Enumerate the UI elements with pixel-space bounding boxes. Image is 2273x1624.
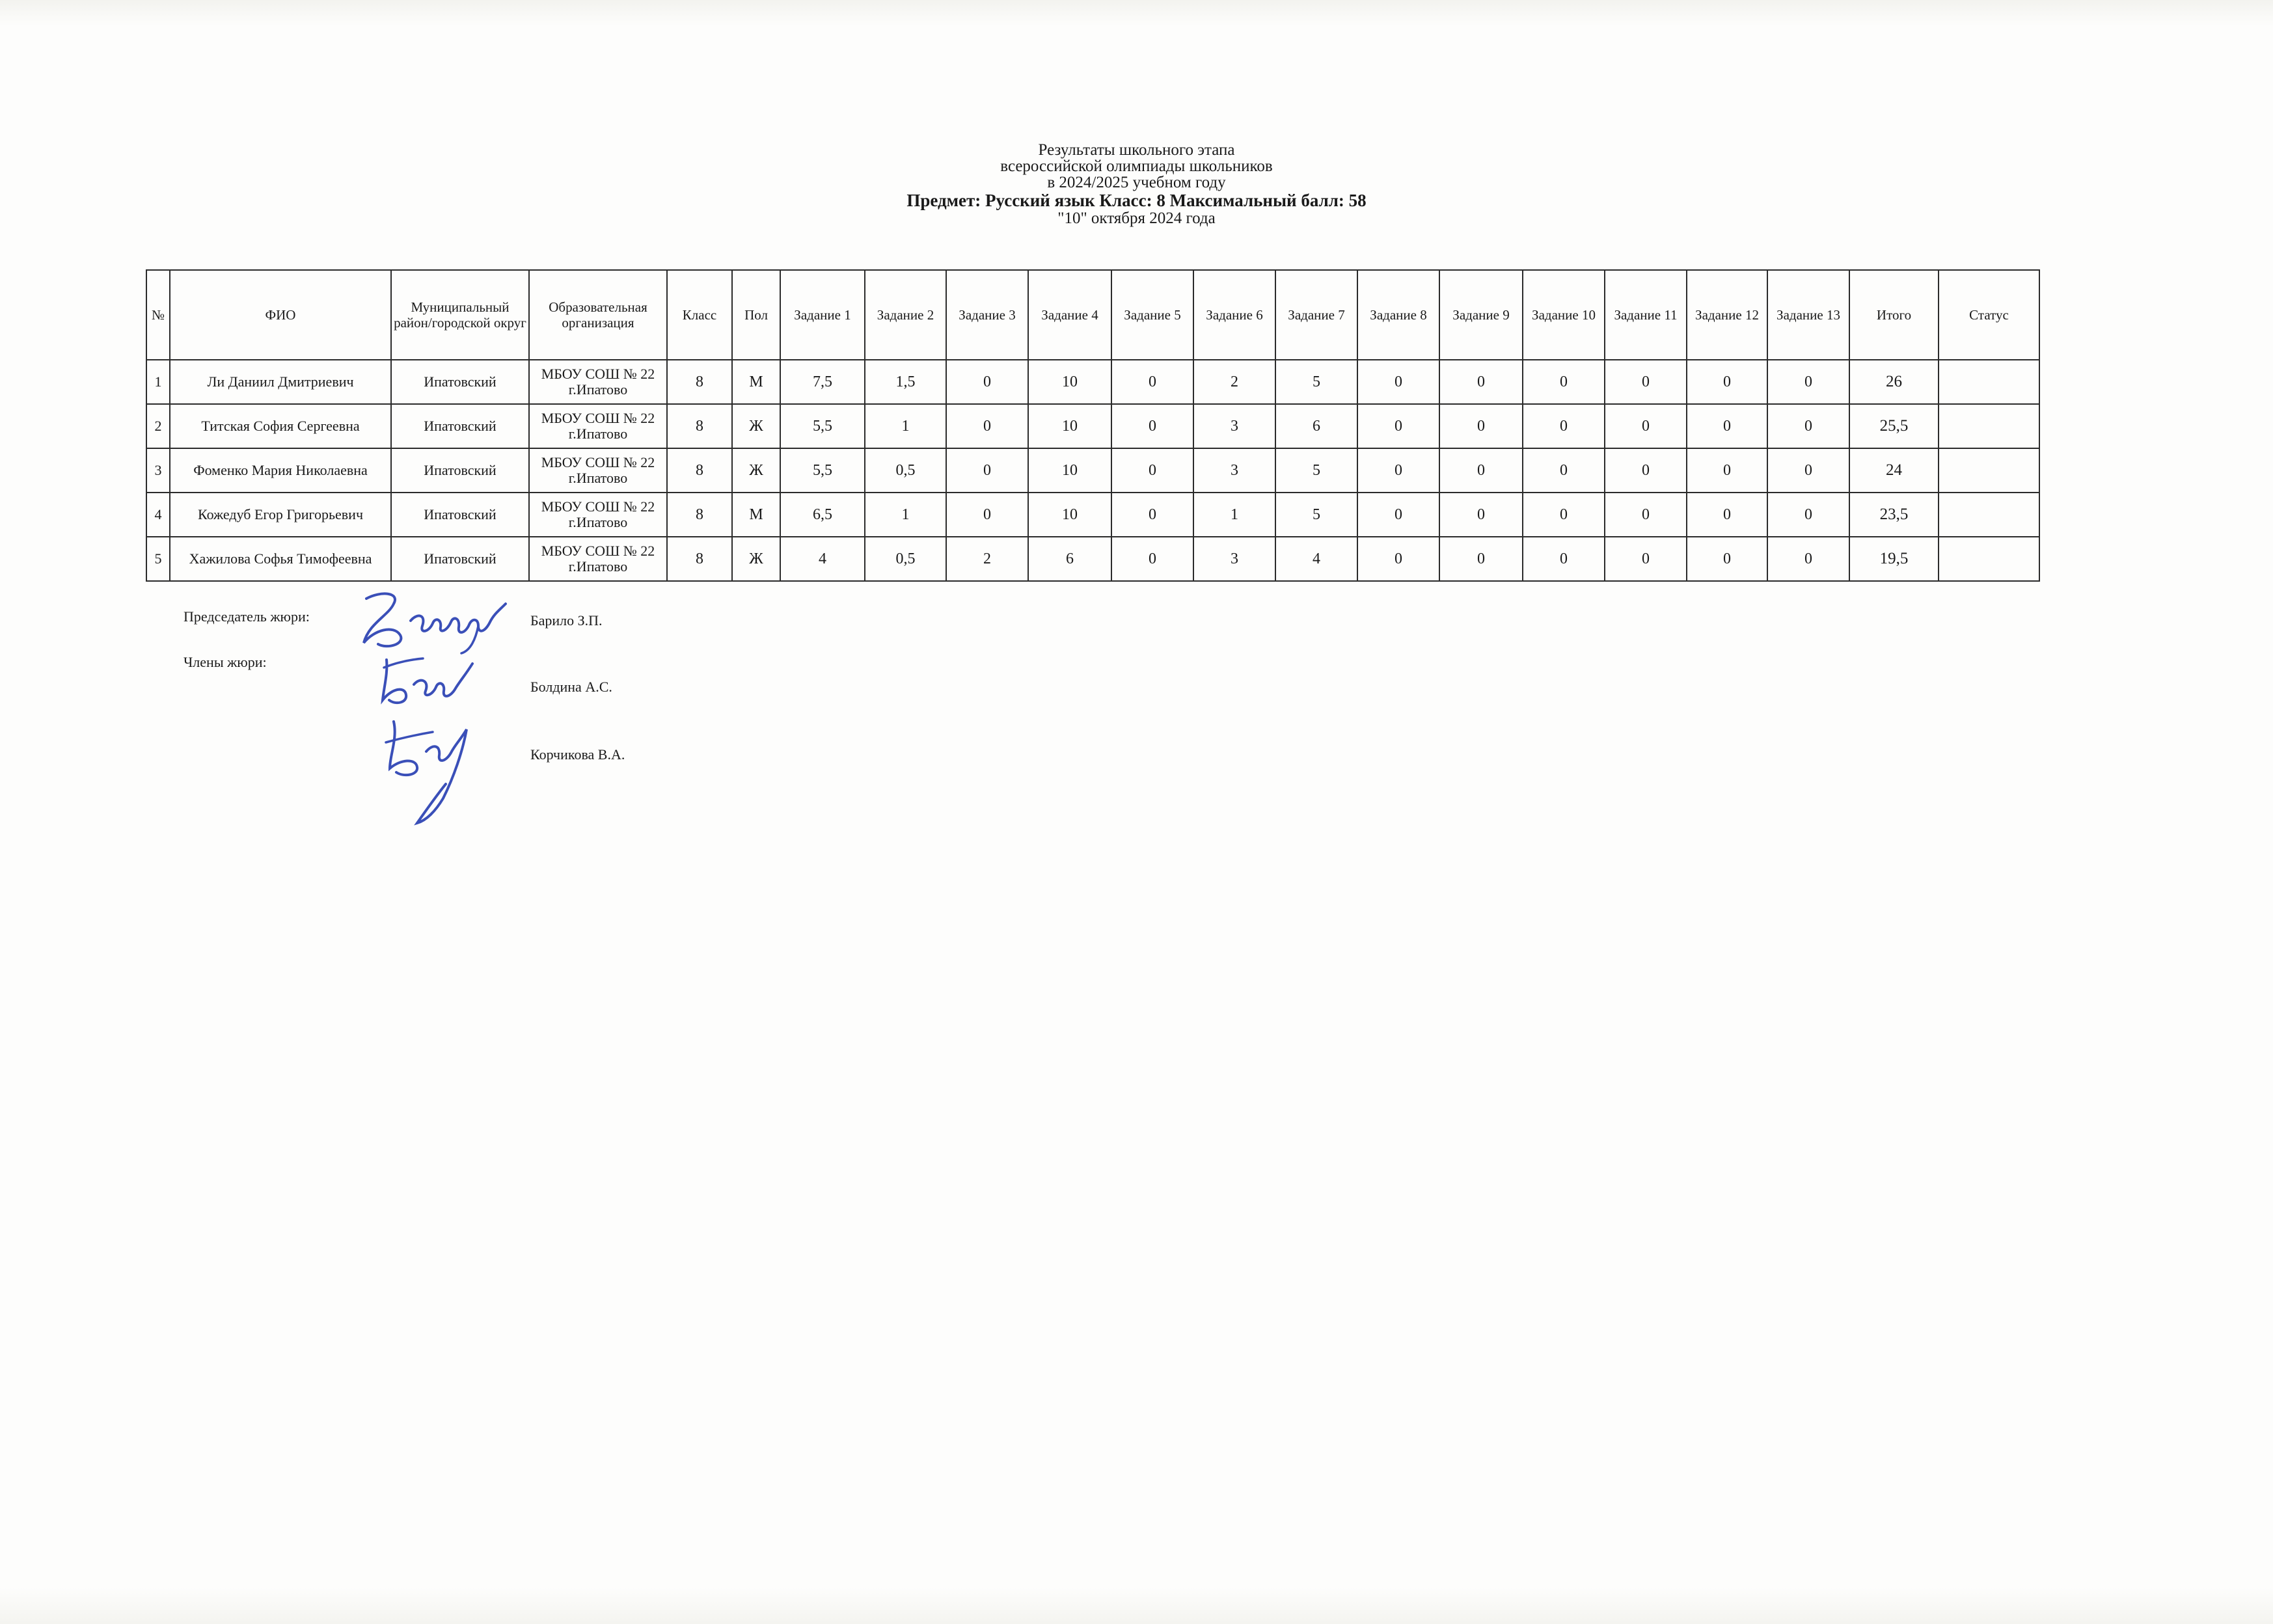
cell-fio: Хажилова Софья Тимофеевна [170,537,391,581]
cell-task: 0 [1687,448,1767,493]
cell-task: 0 [1767,404,1849,448]
cell-number: 5 [146,537,170,581]
cell-grade: 8 [667,448,732,493]
cell-task: 6 [1275,404,1357,448]
cell-total: 19,5 [1849,537,1939,581]
cell-task: 0 [946,404,1028,448]
col-header: Задание 2 [865,270,946,360]
col-header: Образовательная организация [529,270,667,360]
cell-district: Ипатовский [391,537,529,581]
table-row [146,448,2039,493]
cell-number: 1 [146,360,170,404]
cell-organization: МБОУ СОШ № 22 г.Ипатово [529,537,667,581]
jury-chair-label: Председатель жюри: [184,608,310,625]
col-header: Задание 11 [1605,270,1687,360]
cell-task: 0 [1439,448,1523,493]
cell-task: 0,5 [865,448,946,493]
cell-task: 0 [1111,404,1193,448]
cell-organization: МБОУ СОШ № 22 г.Ипатово [529,493,667,537]
col-header: Пол [732,270,780,360]
cell-number: 3 [146,448,170,493]
cell-task: 10 [1028,360,1111,404]
col-header: Класс [667,270,732,360]
cell-gender: Ж [732,537,780,581]
cell-fio: Фоменко Мария Николаевна [170,448,391,493]
table-row [146,493,2039,537]
cell-gender: М [732,493,780,537]
table-header-row [146,270,2039,360]
col-header: Задание 7 [1275,270,1357,360]
cell-grade: 8 [667,537,732,581]
cell-task: 0 [1111,448,1193,493]
col-header: ФИО [170,270,391,360]
cell-fio: Кожедуб Егор Григорьевич [170,493,391,537]
cell-grade: 8 [667,360,732,404]
member2-signature [381,712,485,826]
cell-task: 5 [1275,360,1357,404]
cell-task: 3 [1193,404,1275,448]
col-header: Задание 4 [1028,270,1111,360]
cell-district: Ипатовский [391,360,529,404]
cell-task: 0 [1523,448,1605,493]
cell-organization: МБОУ СОШ № 22 г.Ипатово [529,360,667,404]
cell-task: 6 [1028,537,1111,581]
col-header: Задание 8 [1357,270,1439,360]
jury-member-1-name: Болдина А.С. [530,679,612,695]
cell-task: 0 [1687,360,1767,404]
header-line-2: всероссийской олимпиады школьников [1000,157,1273,175]
cell-total: 23,5 [1849,493,1939,537]
cell-task: 0 [946,448,1028,493]
cell-task: 2 [946,537,1028,581]
cell-task: 0 [1523,493,1605,537]
header-line-3: в 2024/2025 учебном году [1047,174,1226,191]
cell-status [1939,404,2039,448]
cell-task: 0 [1439,404,1523,448]
cell-task: 0 [1687,493,1767,537]
cell-task: 0 [1605,537,1687,581]
cell-task: 0 [1111,537,1193,581]
col-header: Муниципальный район/городской округ [391,270,529,360]
cell-task: 0,5 [865,537,946,581]
member1-signature [377,651,475,709]
cell-task: 0 [1357,493,1439,537]
cell-task: 5 [1275,493,1357,537]
cell-organization: МБОУ СОШ № 22 г.Ипатово [529,448,667,493]
cell-grade: 8 [667,493,732,537]
col-header: Статус [1939,270,2039,360]
cell-task: 0 [1111,493,1193,537]
cell-district: Ипатовский [391,448,529,493]
cell-task: 5 [1275,448,1357,493]
chair-signature [355,584,517,656]
col-header: Итого [1849,270,1939,360]
cell-organization: МБОУ СОШ № 22 г.Ипатово [529,404,667,448]
col-header: Задание 6 [1193,270,1275,360]
cell-task: 1 [865,493,946,537]
jury-member-2-name: Корчикова В.А. [530,746,625,763]
cell-task: 0 [1605,360,1687,404]
cell-number: 4 [146,493,170,537]
cell-task: 0 [1357,404,1439,448]
cell-status [1939,537,2039,581]
cell-task: 6,5 [780,493,865,537]
cell-district: Ипатовский [391,404,529,448]
cell-task: 4 [780,537,865,581]
cell-task: 0 [1357,448,1439,493]
cell-task: 0 [1767,360,1849,404]
cell-task: 0 [1605,404,1687,448]
cell-district: Ипатовский [391,493,529,537]
cell-task: 0 [1523,404,1605,448]
cell-task: 0 [1439,360,1523,404]
cell-task: 0 [1767,448,1849,493]
col-header: Задание 1 [780,270,865,360]
cell-number: 2 [146,404,170,448]
cell-gender: М [732,360,780,404]
document-header [0,142,2273,226]
cell-task: 0 [1523,360,1605,404]
cell-task: 1 [865,404,946,448]
cell-task: 0 [946,360,1028,404]
cell-total: 24 [1849,448,1939,493]
results-table [146,269,2040,582]
col-header: Задание 9 [1439,270,1523,360]
cell-task: 5,5 [780,448,865,493]
cell-task: 0 [1439,537,1523,581]
cell-grade: 8 [667,404,732,448]
cell-task: 7,5 [780,360,865,404]
col-header: Задание 3 [946,270,1028,360]
cell-task: 10 [1028,404,1111,448]
header-subject: Предмет: Русский язык Класс: 8 Максимальный балл: 58 [906,191,1367,210]
col-header: Задание 5 [1111,270,1193,360]
jury-members-label: Члены жюри: [184,654,267,670]
cell-fio: Титская София Сергеевна [170,404,391,448]
cell-total: 26 [1849,360,1939,404]
cell-fio: Ли Даниил Дмитриевич [170,360,391,404]
cell-task: 1,5 [865,360,946,404]
cell-task: 0 [1111,360,1193,404]
cell-task: 0 [1687,404,1767,448]
cell-status [1939,360,2039,404]
cell-task: 3 [1193,537,1275,581]
cell-task: 3 [1193,448,1275,493]
jury-chair-name: Барило З.П. [530,612,603,629]
cell-task: 0 [1605,493,1687,537]
cell-task: 10 [1028,448,1111,493]
table-row [146,360,2039,404]
cell-task: 2 [1193,360,1275,404]
cell-status [1939,448,2039,493]
col-header: Задание 13 [1767,270,1849,360]
cell-task: 5,5 [780,404,865,448]
header-date: "10" октября 2024 года [1057,210,1216,227]
col-header: Задание 10 [1523,270,1605,360]
cell-task: 0 [1523,537,1605,581]
col-header: № [146,270,170,360]
cell-task: 0 [1357,360,1439,404]
cell-total: 25,5 [1849,404,1939,448]
cell-task: 0 [1767,537,1849,581]
cell-task: 0 [1687,537,1767,581]
cell-task: 0 [946,493,1028,537]
col-header: Задание 12 [1687,270,1767,360]
cell-task: 0 [1605,448,1687,493]
cell-task: 1 [1193,493,1275,537]
cell-task: 0 [1439,493,1523,537]
cell-gender: Ж [732,448,780,493]
cell-status [1939,493,2039,537]
table-row [146,537,2039,581]
table-row [146,404,2039,448]
cell-task: 0 [1357,537,1439,581]
cell-task: 4 [1275,537,1357,581]
header-line-1: Результаты школьного этапа [1038,141,1235,159]
cell-task: 10 [1028,493,1111,537]
cell-task: 0 [1767,493,1849,537]
cell-gender: Ж [732,404,780,448]
